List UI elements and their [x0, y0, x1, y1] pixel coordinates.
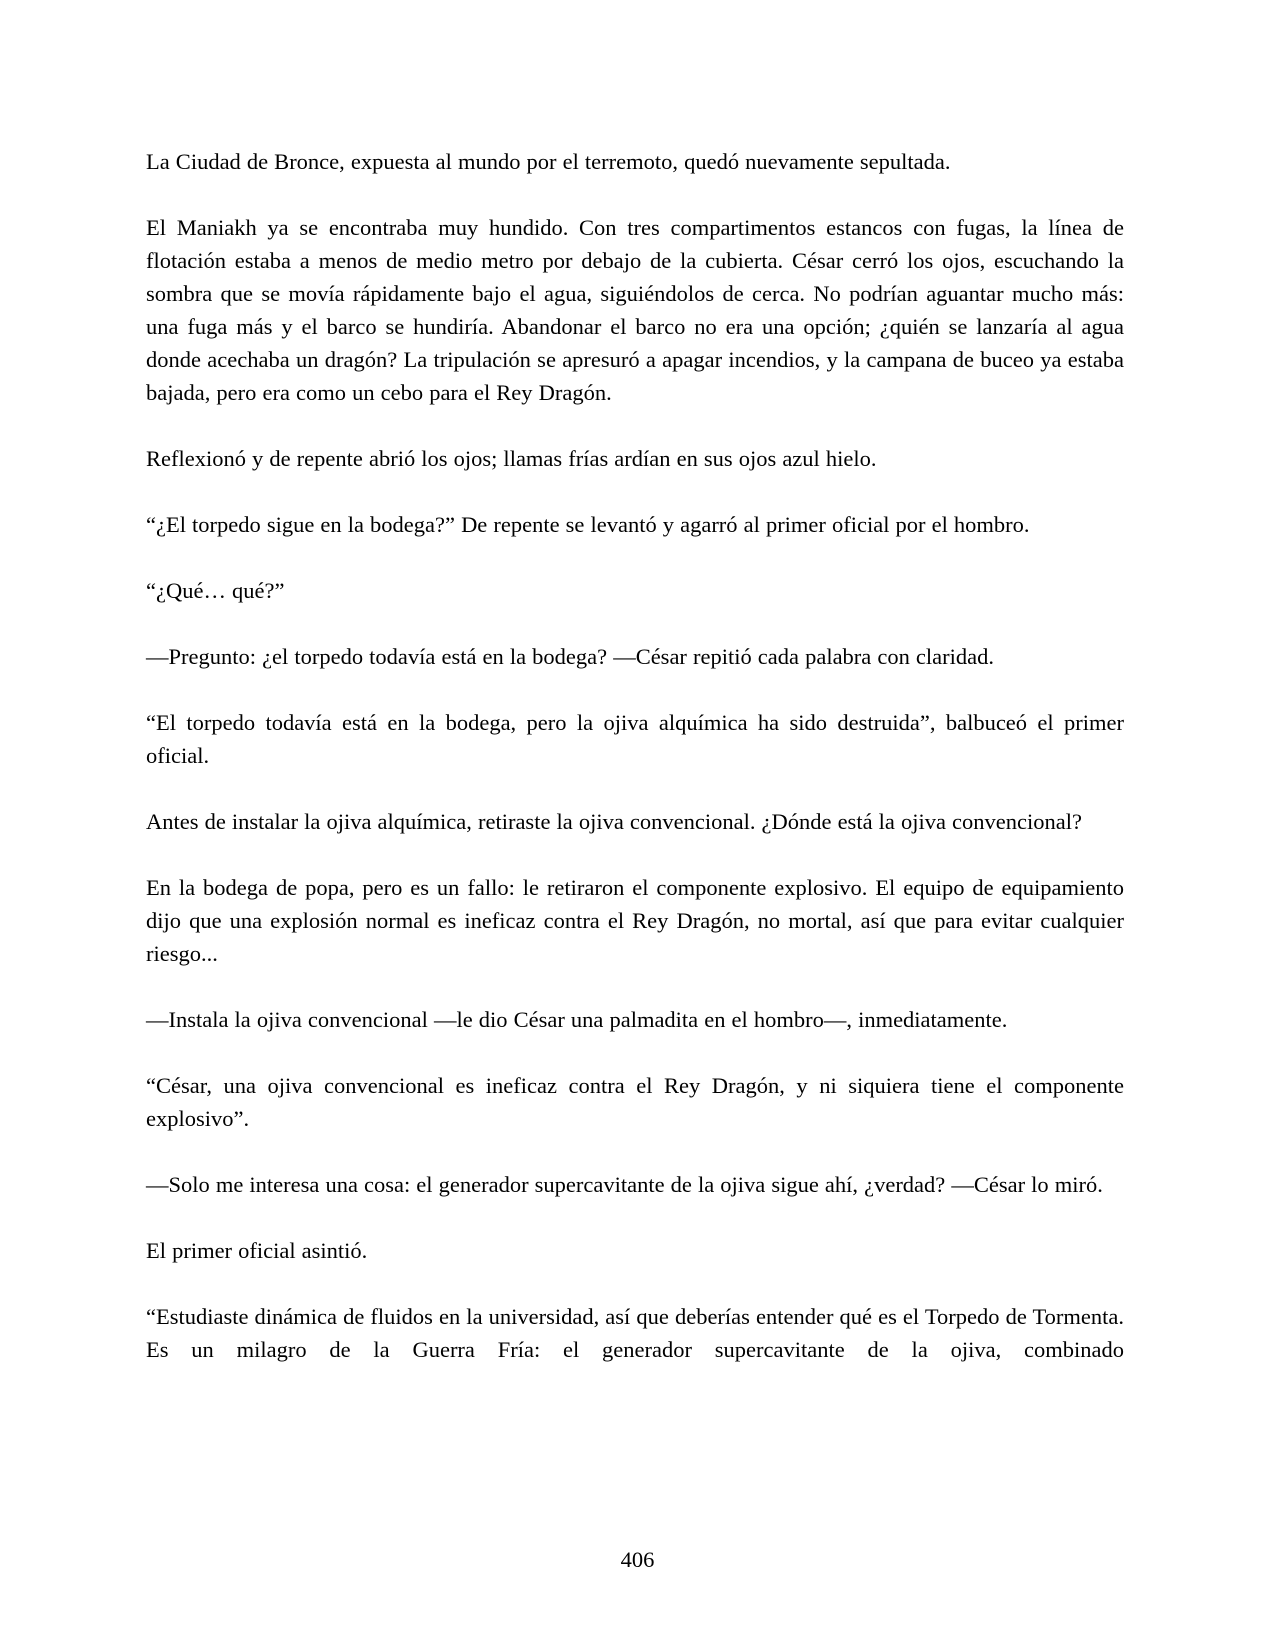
paragraph: “Estudiaste dinámica de fluidos en la universidad, así que deberías entender qué es el Torpedo de Tormenta. Es un milagro de la Guerra Fría: el generador supercavitante de la ojiva, combinado: [146, 1304, 1124, 1362]
page-number: 406: [620, 1547, 655, 1572]
paragraph: Antes de instalar la ojiva alquímica, retiraste la ojiva convencional. ¿Dónde está la ojiva convencional?: [146, 809, 1082, 834]
paragraph: “¿El torpedo sigue en la bodega?” De repente se levantó y agarró al primer oficial por el hombro.: [146, 512, 1030, 537]
page-body-text: [146, 145, 1124, 1399]
paragraph: El Maniakh ya se encontraba muy hundido. Con tres compartimentos estancos con fugas, la línea de flotación estaba a menos de medio metro por debajo de la cubierta. César cerró los ojos, escuchando la sombra que se movía rápidamente bajo el agua, siguiéndolos de cerca. No podrían aguantar mucho más: una fuga más y el barco se hundiría. Abandonar el barco no era una opción; ¿quién se lanzaría al agua donde acechaba un dragón? La tripulación se apresuró a apagar incendios, y la campana de buceo ya estaba bajada, pero era como un cebo para el Rey Dragón.: [146, 215, 1124, 405]
paragraph: En la bodega de popa, pero es un fallo: le retiraron el componente explosivo. El equipo de equipamiento dijo que una explosión normal es ineficaz contra el Rey Dragón, no mortal, así que para evitar cualquier riesgo...: [146, 875, 1124, 966]
paragraph: “El torpedo todavía está en la bodega, pero la ojiva alquímica ha sido destruida”, balbuceó el primer oficial.: [146, 710, 1124, 768]
paragraph: Reflexionó y de repente abrió los ojos; llamas frías ardían en sus ojos azul hielo.: [146, 446, 877, 471]
paragraph: —Instala la ojiva convencional —le dio César una palmadita en el hombro—, inmediatamente.: [146, 1007, 1008, 1032]
paragraph: —Solo me interesa una cosa: el generador supercavitante de la ojiva sigue ahí, ¿verdad? —César lo miró.: [146, 1172, 1103, 1197]
paragraph: La Ciudad de Bronce, expuesta al mundo por el terremoto, quedó nuevamente sepultada.: [146, 149, 951, 174]
paragraph: “César, una ojiva convencional es ineficaz contra el Rey Dragón, y ni siquiera tiene el componente explosivo”.: [146, 1073, 1124, 1131]
paragraph: —Pregunto: ¿el torpedo todavía está en la bodega? —César repitió cada palabra con claridad.: [146, 644, 995, 669]
paragraph: El primer oficial asintió.: [146, 1238, 368, 1263]
paragraph: “¿Qué… qué?”: [146, 578, 285, 603]
